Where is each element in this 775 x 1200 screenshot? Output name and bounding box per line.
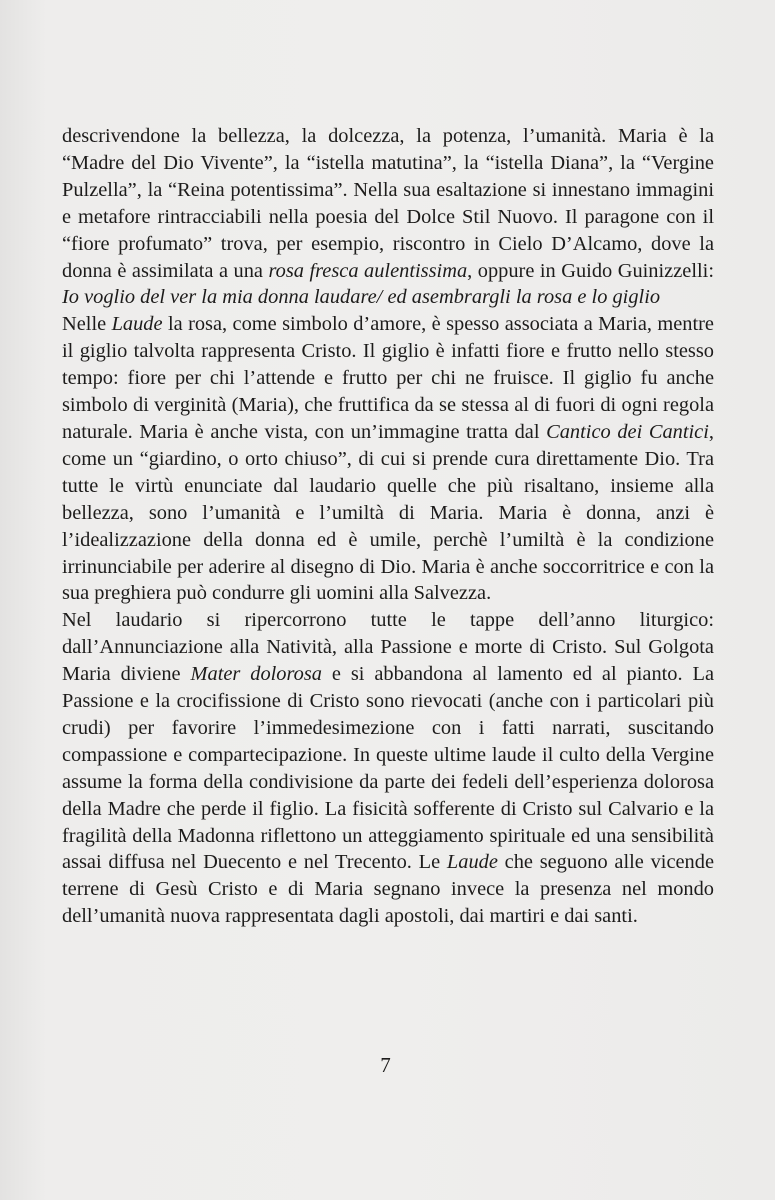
text-run: , come un “giardino, o orto chiuso”, di cui si prende cura direttamente Dio. Tra tutte le virtù enunciate dal laudario quelle che più risaltano, insieme alla bellezza, sono l’umanità e l’umiltà di Maria. Maria è donna, anzi è l’idealizzazione della donna ed è umile, perchè l’umiltà è la condizione irrinunciabile per aderire al disegno di Dio. Maria è anche soccorritrice e con la sua preghiera può condurre gli uomini alla Salvezza. [62,420,714,605]
paragraph-1 [62,123,714,311]
italic-text: Laude [111,313,163,336]
italic-text: Io voglio del ver la mia donna laudare/ ed asembrargli la rosa e lo giglio [62,286,661,309]
page-number: 7 [380,1053,391,1077]
italic-text: Mater dolorosa [190,663,323,686]
paragraph-3 [62,607,714,930]
paragraph-2 [62,311,714,607]
text-run: Nel laudario si ripercorrono tutte le tappe dell’anno liturgico: dall’Annunciazione alla Natività, alla Passione e morte di Cristo. Sul Golgota Maria diviene [62,609,714,686]
text-run: descrivendone la bellezza, la dolcezza, la potenza, l’umanità. Maria è la “Madre del Dio Vivente”, la “istella matutina”, la “istella Diana”, la “Vergine Pulzella”, la “Reina potentissima”. Nella sua esaltazione si innestano immagini e metafore rintracciabili nella poesia del Dolce Stil Nuovo. Il paragone con il “fiore profumato” trova, per esempio, riscontro in Cielo D’Alcamo, dove la donna è assimilata a una [62,125,714,282]
text-run: Nelle [62,313,112,336]
text-run: che seguono alle vicende terrene di Gesù Cristo e di Maria segnano invece la presenza nel mondo dell’umanità nuova rappresentata dagli apostoli, dai martiri e dai santi. [62,851,715,928]
body-text [62,123,714,930]
text-run: la rosa, come simbolo d’amore, è spesso associata a Maria, mentre il giglio talvolta rappresenta Cristo. Il giglio è infatti fiore e frutto nello stesso tempo: fiore per chi l’attende e frutto per chi ne fruisce. Il giglio fu anche simbolo di verginità (Maria), che fruttifica da se stessa al di fuori di ogni regola naturale. Maria è anche vista, con un’immagine tratta dal [62,313,714,443]
italic-text: Laude [446,851,498,874]
text-run: , oppure in Guido Guinizzelli: [467,259,714,282]
text-run: e si abbandona al lamento ed al pianto. La Passione e la crocifissione di Cristo sono rievocati (anche con i particolari più crudi) per favorire l’immedesimezione con i fatti narrati, suscitando compassione e compartecipazione. In queste ultime laude il culto della Vergine assume la forma della condivisione da parte dei fedeli dell’esperienza dolorosa della Madre che perde il figlio. La fisicità sofferente di Cristo sul Calvario e la fragilità della Madonna riflettono un atteggiamento spirituale ed una sensibilità assai diffusa nel Duecento e nel Trecento. Le [62,663,715,874]
italic-text: Cantico dei Cantici [546,420,709,443]
italic-text: rosa fresca aulentissima [268,259,468,282]
